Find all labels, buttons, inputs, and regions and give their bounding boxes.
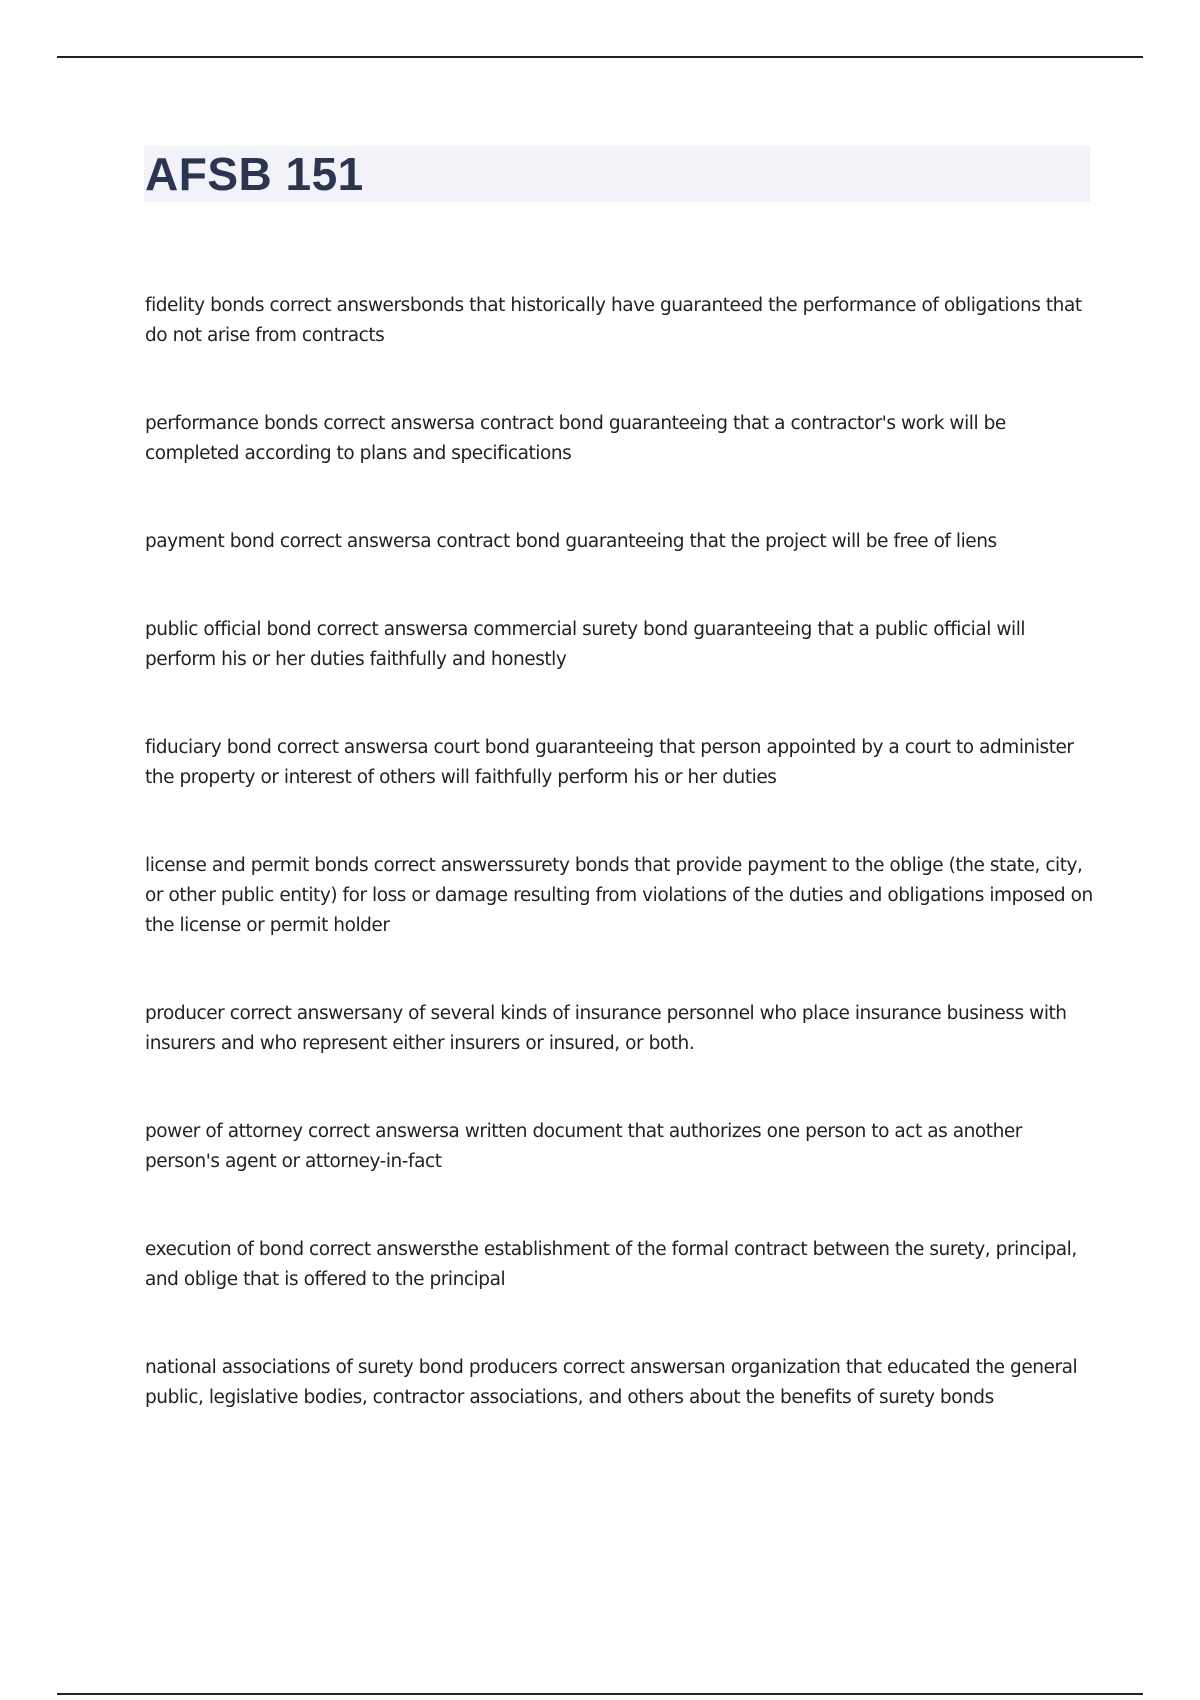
flashcard-entry — [145, 291, 1095, 351]
entry-separator: correct answers — [557, 1357, 704, 1378]
entry-definition: bonds that historically have guaranteed the performance of obligations that do not arise from contracts — [145, 295, 1082, 346]
flashcard-entry — [145, 1117, 1095, 1177]
flashcard-entry — [145, 1235, 1095, 1295]
flashcard-list — [145, 291, 1095, 1471]
entry-term: fidelity bonds — [145, 295, 265, 316]
entry-term: fiduciary bond — [145, 737, 272, 758]
top-divider — [57, 56, 1143, 58]
flashcard-entry — [145, 851, 1095, 941]
flashcard-entry — [145, 999, 1095, 1059]
entry-definition: surety bonds that provide payment to the oblige (the state, city, or other public entity) for loss or damage resulting from violations of the duties and obligations imposed on the license or permit holder — [145, 855, 1093, 936]
entry-separator: correct answers — [317, 413, 464, 434]
entry-definition: the establishment of the formal contract between the surety, principal, and oblige that is offered to the principal — [145, 1239, 1077, 1290]
entry-definition: a contract bond guaranteeing that a contractor's work will be completed according to plans and specifications — [145, 413, 1006, 464]
entry-definition: an organization that educated the general public, legislative bodies, contractor associations, and others about the benefits of surety bonds — [145, 1357, 1078, 1408]
entry-term: public official bond — [145, 619, 312, 640]
entry-separator: correct answers — [271, 737, 418, 758]
entry-definition: a written document that authorizes one person to act as another person's agent or attorney-in-fact — [145, 1121, 1022, 1172]
entry-separator: correct answers — [368, 855, 515, 876]
entry-term: payment bond — [145, 531, 275, 552]
entry-term: national associations of surety bond producers — [145, 1357, 558, 1378]
entry-definition: a contract bond guaranteeing that the project will be free of liens — [420, 531, 997, 552]
entry-term: power of attorney — [145, 1121, 303, 1142]
flashcard-entry — [145, 733, 1095, 793]
entry-separator: correct answers — [264, 295, 410, 316]
flashcard-entry — [145, 615, 1095, 675]
entry-term: performance bonds — [145, 413, 318, 434]
entry-term: license and permit bonds — [145, 855, 369, 876]
flashcard-entry — [145, 1353, 1095, 1413]
entry-separator: correct answers — [224, 1003, 371, 1024]
entry-definition: any of several kinds of insurance personnel who place insurance business with insurers and who represent either insurers or insured, or both. — [145, 1003, 1067, 1054]
entry-separator: correct answers — [274, 531, 421, 552]
entry-separator: correct answers — [303, 1239, 450, 1260]
entry-term: execution of bond — [145, 1239, 304, 1260]
flashcard-entry — [145, 409, 1095, 469]
entry-definition: a commercial surety bond guaranteeing that a public official will perform his or her duties faithfully and honestly — [145, 619, 1026, 670]
entry-definition: a court bond guaranteeing that person appointed by a court to administer the property or interest of others will faithfully perform his or her duties — [145, 737, 1074, 788]
entry-separator: correct answers — [311, 619, 458, 640]
flashcard-entry — [145, 527, 1095, 557]
bottom-divider — [57, 1693, 1143, 1695]
page-title: AFSB 151 — [145, 148, 364, 200]
entry-term: producer — [145, 1003, 225, 1024]
entry-separator: correct answers — [302, 1121, 449, 1142]
